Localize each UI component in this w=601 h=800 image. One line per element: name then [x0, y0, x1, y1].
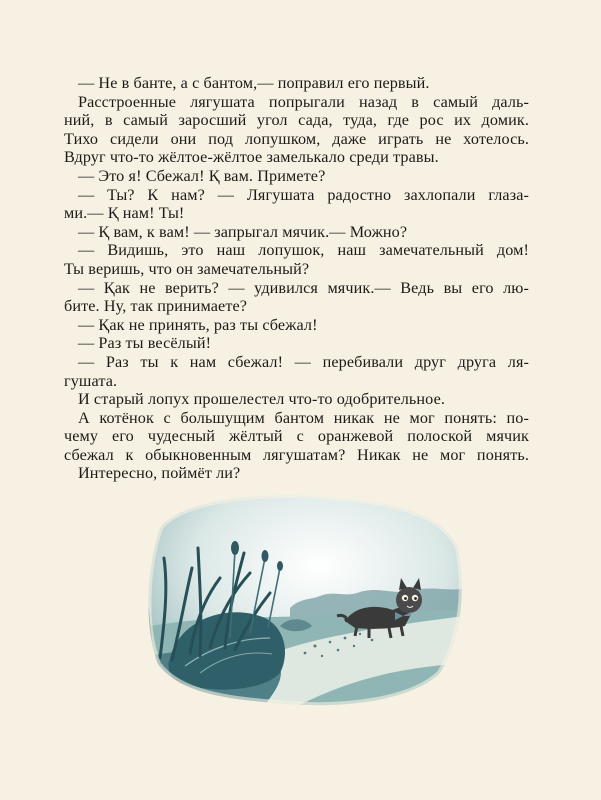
text-line: — Ты? К нам? — Лягушата радостно захлопали глаза-	[78, 185, 529, 204]
text-line: — Не в банте, а с бантом,— поправил его первый.	[78, 74, 430, 92]
text-line: Интересно, поймёт ли?	[78, 464, 241, 483]
text-line: чему его чудесный жёлтый с оранжевой полоской мячик	[64, 427, 529, 446]
text-line: Ты веришь, что он замечательный?	[64, 259, 310, 278]
text-line: Вдруг что-то жёлтое-жёлтое замелькало среди травы.	[64, 148, 439, 167]
text-line: И старый лопух прошелестел что-то одобрительное.	[78, 390, 446, 409]
text-line: — Видишь, это наш лопушок, наш замечательный дом!	[78, 241, 529, 260]
text-line: ми.— Қ нам! Ты!	[64, 204, 185, 223]
text-line: А котёнок с большущим бантом никак не мог понять: по-	[78, 408, 529, 427]
text-line: гушата.	[64, 371, 118, 390]
text-line: Расстроенные лягушата попрыгали назад в самый даль-	[78, 92, 529, 111]
story-text	[64, 74, 529, 483]
text-line: Тихо сидели они под лопушком, даже играть не хотелось.	[64, 129, 529, 148]
text-line: — Қ вам, к вам! — запрыгал мячик.— Можно?	[78, 222, 408, 241]
text-line: — Қак не верить? — удивился мячик.— Ведь вы его лю-	[78, 278, 529, 297]
text-line: — Это я! Сбежал! Қ вам. Примете?	[78, 166, 326, 185]
text-line: ний, в самый заросший угол сада, туда, где рос их домик.	[64, 111, 529, 130]
text-line: бите. Ну, так принимаете?	[64, 297, 248, 316]
text-line: — Раз ты весёлый!	[78, 334, 212, 353]
text-line: — Қак не принять, раз ты сбежал!	[78, 315, 318, 334]
text-line: сбежал к обыкновенным лягушатам? Никак не мог понять.	[64, 445, 529, 464]
illustration-svg	[140, 488, 465, 710]
text-line: — Раз ты к нам сбежал! — перебивали друг друга ля-	[78, 352, 529, 371]
illustration-kitten-in-garden	[140, 488, 465, 710]
